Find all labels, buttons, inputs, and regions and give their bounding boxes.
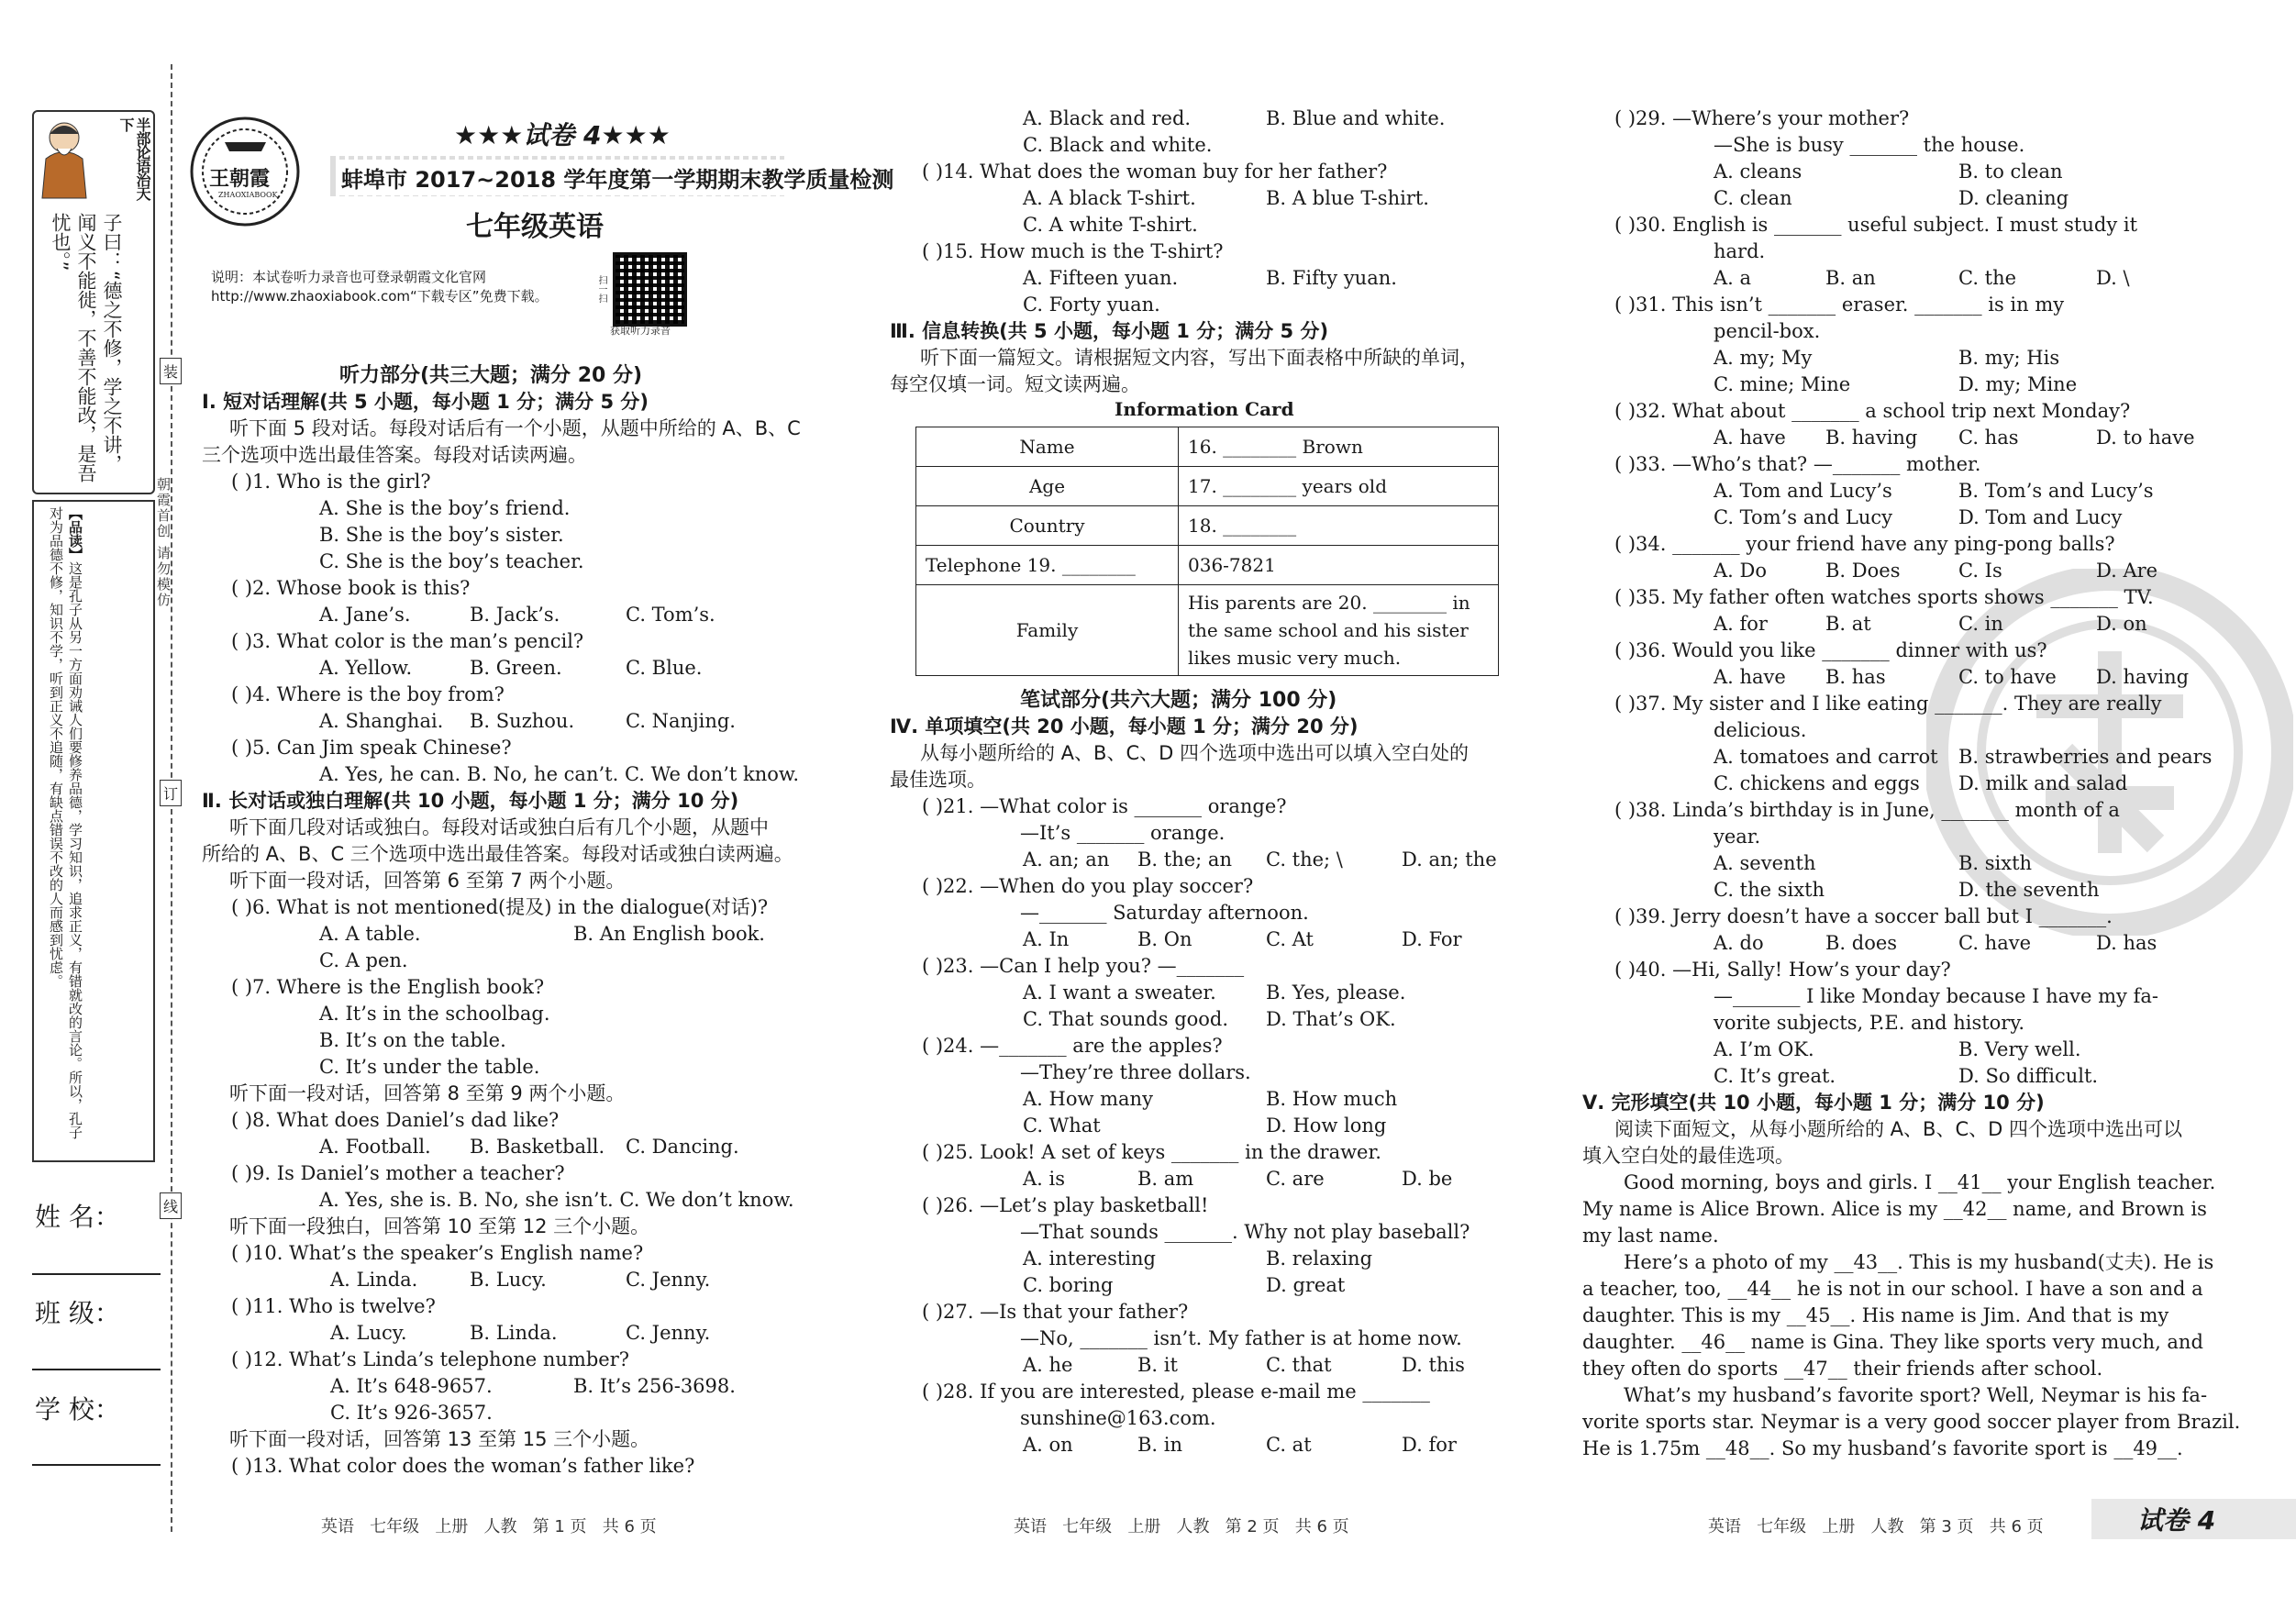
option: C. It’s great.	[1714, 1065, 1836, 1087]
question-29: ( )29. —Where’s your mother?	[1614, 107, 1910, 129]
option: D. having	[2096, 666, 2190, 688]
option: A. It’s in the schoolbag.	[319, 1003, 550, 1025]
option: B. On	[1137, 928, 1192, 950]
card-value: 18. ________	[1179, 506, 1499, 546]
name-field[interactable]	[32, 1273, 161, 1275]
section-4-desc: 从每小题所给的 A、B、C、D 四个选项中选出可以填入空白处的	[920, 742, 1469, 764]
option: A. Shanghai.	[319, 710, 444, 732]
option: D. Are	[2096, 560, 2158, 582]
option: C. Tom’s.	[626, 604, 715, 626]
option: D. an; the	[1402, 848, 1497, 871]
question-30: ( )30. English is _______ useful subject. I must study it	[1614, 214, 2138, 236]
option: D. the seventh	[1958, 879, 2100, 901]
section-1-title: Ⅰ. 短对话理解(共 5 小题，每小题 1 分；满分 5 分)	[202, 391, 649, 413]
option: A. tomatoes and carrot	[1714, 746, 1938, 768]
question-38-line2: year.	[1714, 826, 1761, 848]
option: B. Linda.	[470, 1322, 558, 1344]
listening-note: 听下面一段对话，回答第 13 至第 15 三个小题。	[229, 1428, 650, 1450]
option: C. have	[1958, 932, 2032, 954]
passage-line: vorite sports star. Neymar is a very good soccer player from Brazil.	[1582, 1411, 2241, 1433]
question-28-line2: sunshine@163.com.	[1020, 1407, 1216, 1429]
question-29-line2: —She is busy _______ the house.	[1714, 134, 2025, 156]
section-1-desc: 三个选项中选出最佳答案。每段对话读两遍。	[202, 444, 587, 466]
question-39: ( )39. Jerry doesn’t have a soccer ball but I _______.	[1614, 905, 2113, 927]
cut-mark: 订	[160, 780, 182, 806]
question-10: ( )10. What’s the speaker’s English name?	[231, 1242, 644, 1264]
option: B. Suzhou.	[470, 710, 575, 732]
option: C. to have	[1958, 666, 2057, 688]
question-28: ( )28. If you are interested, please e-mail me _______	[922, 1381, 1430, 1403]
listening-note: 听下面一段对话，回答第 8 至第 9 两个小题。	[229, 1082, 626, 1104]
qr-side-label: 扫一扫	[596, 275, 606, 303]
question-22: ( )22. —When do you play soccer?	[922, 875, 1254, 897]
question-33: ( )33. —Who’s that? —_______ mother.	[1614, 453, 1981, 475]
section-3-desc: 每空仅填一词。短文读两遍。	[890, 373, 1140, 395]
section-5-desc: 阅读下面短文，从每小题所给的 A、B、C、D 四个选项中选出可以	[1614, 1118, 2182, 1140]
card-key: Name	[916, 427, 1179, 467]
school-field[interactable]	[32, 1464, 161, 1466]
cut-mark: 装	[160, 358, 182, 384]
commentary	[46, 506, 84, 1148]
question-6: ( )6. What is not mentioned(提及) in the dialogue(对话)?	[231, 896, 769, 918]
option: B. in	[1137, 1434, 1183, 1456]
option: B. at	[1825, 613, 1871, 635]
option: C. Jenny.	[626, 1322, 711, 1344]
question-26-line2: —That sounds _______. Why not play baseball?	[1020, 1221, 1470, 1243]
option: B. Does	[1825, 560, 1901, 582]
option: D. milk and salad	[1958, 772, 2128, 794]
table-row	[916, 467, 1499, 506]
section-2-title: Ⅱ. 长对话或独白理解(共 10 小题，每小题 1 分；满分 10 分)	[202, 790, 739, 812]
option: C. A pen.	[319, 949, 408, 971]
option: C. in	[1958, 613, 2003, 635]
question-25: ( )25. Look! A set of keys _______ in the drawer.	[922, 1141, 1381, 1163]
option: C. Tom’s and Lucy	[1714, 506, 1892, 528]
question-27: ( )27. —Is that your father?	[922, 1301, 1189, 1323]
option: D. How long	[1266, 1115, 1387, 1137]
question-7: ( )7. Where is the English book?	[231, 976, 545, 998]
option: D. So difficult.	[1958, 1065, 2099, 1087]
page-footer-3: 英语 七年级 上册 人教 第 3 页 共 6 页	[1708, 1517, 2044, 1536]
card-key: Family	[916, 585, 1179, 676]
option: C. Blue.	[626, 657, 703, 679]
option: B. relaxing	[1266, 1248, 1373, 1270]
option: B. Blue and white.	[1266, 107, 1446, 129]
card-title: Information Card	[1115, 398, 1294, 420]
option: A. It’s 648-9657.	[330, 1375, 493, 1397]
option: A. is	[1023, 1168, 1066, 1190]
option: C. clean	[1714, 187, 1792, 209]
option: C. At	[1266, 928, 1314, 950]
option: A. have	[1714, 427, 1786, 449]
option: A. cleans	[1714, 161, 1802, 183]
option: A. on	[1023, 1434, 1073, 1456]
listening-title: 听力部分(共三大题；满分 20 分)	[339, 364, 643, 387]
motto-title: 半部论语治天下	[117, 117, 151, 200]
name-label: 姓 名：	[35, 1202, 120, 1232]
question-31-line2: pencil-box.	[1714, 320, 1821, 342]
option: B. Green.	[470, 657, 562, 679]
option: A. I want a sweater.	[1023, 981, 1216, 1004]
option: A. Yes, she is. B. No, she isn’t. C. We don’t know.	[319, 1189, 794, 1211]
option: D. has	[2096, 932, 2157, 954]
information-card	[915, 427, 1499, 676]
footer-brand: 试卷 4	[2137, 1505, 2216, 1536]
section-3-desc: 听下面一篇短文。请根据短文内容，写出下面表格中所缺的单词，	[920, 347, 1479, 369]
passage-line: a teacher, too, __44__ he is not in our school. I have a son and a	[1582, 1278, 2203, 1300]
passage-line: daughter. __46__ name is Gina. They like sports very much, and	[1582, 1331, 2203, 1353]
option: A. for	[1714, 613, 1768, 635]
passage-line: Here’s a photo of my __43__. This is my husband(丈夫). He is	[1624, 1251, 2214, 1273]
listening-note: 听下面一段独白，回答第 10 至第 12 三个小题。	[229, 1215, 650, 1237]
question-21: ( )21. —What color is _______ orange?	[922, 795, 1287, 817]
option: A. he	[1023, 1354, 1073, 1376]
table-row	[916, 427, 1499, 467]
question-34: ( )34. _______ your friend have any ping-pong balls?	[1614, 533, 2115, 555]
option: C. the; \	[1266, 848, 1343, 871]
option: C. chickens and eggs	[1714, 772, 1920, 794]
option: C. She is the boy’s teacher.	[319, 550, 584, 572]
question-26: ( )26. —Let’s play basketball!	[922, 1194, 1209, 1216]
option: A. Linda.	[330, 1269, 418, 1291]
option: B. an	[1825, 267, 1876, 289]
class-field[interactable]	[32, 1369, 161, 1370]
option: B. Jack’s.	[470, 604, 560, 626]
option: C. It’s under the table.	[319, 1056, 540, 1078]
option: B. Tom’s and Lucy’s	[1958, 480, 2154, 502]
question-30-line2: hard.	[1714, 240, 1766, 262]
option: C. A white T-shirt.	[1023, 214, 1198, 236]
option: D. \	[2096, 267, 2130, 289]
writing-title: 笔试部分(共六大题；满分 100 分)	[1020, 689, 1337, 712]
option: B. Yes, please.	[1266, 981, 1406, 1004]
section-2-desc: 所给的 A、B、C 三个选项中选出最佳答案。每段对话或独白读两遍。	[202, 843, 793, 865]
card-value: 16. ________ Brown	[1179, 427, 1499, 467]
commentary-label: 【品读】	[67, 506, 83, 561]
table-row	[916, 546, 1499, 585]
card-value: 17. ________ years old	[1179, 467, 1499, 506]
passage-line: What’s my husband’s favorite sport? Well, Neymar is his fa-	[1624, 1384, 2208, 1406]
option: B. sixth	[1958, 852, 2033, 874]
option: A. my; My	[1714, 347, 1813, 369]
option: D. my; Mine	[1958, 373, 2078, 395]
option: C. Forty yuan.	[1023, 294, 1160, 316]
option: B. How much	[1266, 1088, 1398, 1110]
question-38: ( )38. Linda’s birthday is in June, _______ month of a	[1614, 799, 2120, 821]
logo-text: 王朝霞	[209, 168, 271, 191]
option: C. Black and white.	[1023, 134, 1213, 156]
option: D. Tom and Lucy	[1958, 506, 2123, 528]
option: C. Nanjing.	[626, 710, 736, 732]
option: C. What	[1023, 1115, 1101, 1137]
option: A. A black T-shirt.	[1023, 187, 1196, 209]
option: B. does	[1825, 932, 1898, 954]
commentary-text: 这是孔子从另一方面劝诫人们要修养品德，学习知识，追求正义，有错就改的言论。所以，孔子对为品德不修，知识不学，听到正义不追随，有缺点错误不改的人而感到忧虑。	[48, 506, 83, 1139]
question-32: ( )32. What about _______ a school trip next Monday?	[1614, 400, 2131, 422]
option: C. are	[1266, 1168, 1325, 1190]
option: A. I’m OK.	[1714, 1038, 1814, 1060]
passage-line: Good morning, boys and girls. I __41__ your English teacher.	[1624, 1171, 2216, 1193]
option: A. seventh	[1714, 852, 1816, 874]
option: A. Yellow.	[319, 657, 413, 679]
card-key: Country	[916, 506, 1179, 546]
card-value: 036-7821	[1179, 546, 1499, 585]
option: D. for	[1402, 1434, 1457, 1456]
page-footer-1: 英语 七年级 上册 人教 第 1 页 共 6 页	[321, 1517, 657, 1536]
passage-line: He is 1.75m __48__. So my husband’s favorite sport is __49__.	[1582, 1437, 2183, 1459]
option: A. How many	[1023, 1088, 1153, 1110]
question-35: ( )35. My father often watches sports shows _______ TV.	[1614, 586, 2154, 608]
cut-mark: 线	[160, 1192, 182, 1219]
question-23: ( )23. —Can I help you? —_______	[922, 955, 1245, 977]
option: A. a	[1714, 267, 1752, 289]
table-row	[916, 585, 1499, 676]
question-24-line2: —They’re three dollars.	[1020, 1061, 1251, 1083]
option: B. it	[1137, 1354, 1178, 1376]
school-label: 学 校：	[35, 1394, 120, 1425]
option: D. be	[1402, 1168, 1453, 1190]
option: D. great	[1266, 1274, 1346, 1296]
option: A. Football.	[319, 1136, 431, 1158]
question-15: ( )15. How much is the T-shirt?	[922, 240, 1224, 262]
question-40-line3: vorite subjects, P.E. and history.	[1714, 1012, 2025, 1034]
option: B. It’s on the table.	[319, 1029, 506, 1051]
question-1: ( )1. Who is the girl?	[231, 471, 431, 493]
question-36: ( )36. Would you like _______ dinner with us?	[1614, 639, 2047, 661]
question-22-line2: —_______ Saturday afternoon.	[1020, 902, 1309, 924]
option: A. Do	[1714, 560, 1767, 582]
question-37-line2: delicious.	[1714, 719, 1807, 741]
section-5-desc: 填入空白处的最佳选项。	[1582, 1145, 1794, 1167]
option: A. interesting	[1023, 1248, 1156, 1270]
passage-line: daughter. This is my __45__. His name is Jim. And that is my	[1582, 1304, 2169, 1326]
question-11: ( )11. Who is twelve?	[231, 1295, 436, 1317]
card-key: Age	[916, 467, 1179, 506]
option: C. at	[1266, 1434, 1312, 1456]
section-1-desc: 听下面 5 段对话。每段对话后有一个小题，从题中所给的 A、B、C	[229, 417, 801, 439]
card-value: His parents are 20. ________ in the same school and his sister likes music very much.	[1179, 585, 1499, 676]
question-8: ( )8. What does Daniel’s dad like?	[231, 1109, 560, 1131]
option: B. Very well.	[1958, 1038, 2081, 1060]
option: B. strawberries and pears	[1958, 746, 2213, 768]
option: D. to have	[2096, 427, 2195, 449]
option: A. Tom and Lucy’s	[1714, 480, 1892, 502]
section-3-title: Ⅲ. 信息转换(共 5 小题，每小题 1 分；满分 5 分)	[890, 320, 1329, 342]
option: C. Dancing.	[626, 1136, 739, 1158]
question-14: ( )14. What does the woman buy for her father?	[922, 161, 1388, 183]
class-label: 班 级：	[35, 1298, 120, 1328]
option: A. Yes, he can. B. No, he can’t. C. We don’t know.	[319, 763, 800, 785]
option: C. that	[1266, 1354, 1332, 1376]
option: C. the sixth	[1714, 879, 1825, 901]
option: D. this	[1402, 1354, 1465, 1376]
option: A. A table.	[319, 923, 421, 945]
option: D. cleaning	[1958, 187, 2069, 209]
subject-title: 七年级英语	[466, 211, 604, 243]
section-5-title: Ⅴ. 完形填空(共 10 小题，每小题 1 分；满分 10 分)	[1582, 1092, 2045, 1114]
option: B. to clean	[1958, 161, 2063, 183]
option: C. Jenny.	[626, 1269, 711, 1291]
option: A. She is the boy’s friend.	[319, 497, 571, 519]
logo-sub: ZHAOXIABOOK	[218, 191, 278, 199]
option: C. has	[1958, 427, 2019, 449]
question-31: ( )31. This isn’t _______ eraser. _______ is in my	[1614, 294, 2065, 316]
question-12: ( )12. What’s Linda’s telephone number?	[231, 1348, 629, 1370]
option: A. have	[1714, 666, 1786, 688]
option: C. the	[1958, 267, 2017, 289]
option: B. my; His	[1958, 347, 2060, 369]
question-4: ( )4. Where is the boy from?	[231, 683, 505, 705]
section-2-desc: 听下面一段对话，回答第 6 至第 7 两个小题。	[229, 870, 626, 892]
side-note: 朝霞首创 请勿模仿	[155, 477, 172, 608]
option: C. Is	[1958, 560, 2002, 582]
question-40-line2: —_______ I like Monday because I have my fa-	[1714, 985, 2158, 1007]
question-37: ( )37. My sister and I like eating _______. They are really	[1614, 693, 2162, 715]
table-row	[916, 506, 1499, 546]
download-note: 说明：本试卷听力录音也可登录朝霞文化官网 http://www.zhaoxiabook.com“下载专区”免费下载。	[211, 269, 549, 305]
page-footer-2: 英语 七年级 上册 人教 第 2 页 共 6 页	[1014, 1517, 1349, 1536]
option: B. It’s 256-3698.	[573, 1375, 736, 1397]
section-4-title: Ⅳ. 单项填空(共 20 小题，每小题 1 分；满分 20 分)	[890, 715, 1359, 738]
question-24: ( )24. —_______ are the apples?	[922, 1035, 1223, 1057]
qr-code[interactable]	[613, 252, 687, 327]
option: B. the; an	[1137, 848, 1232, 871]
option: D. That’s OK.	[1266, 1008, 1396, 1030]
option: A. Jane’s.	[319, 604, 411, 626]
exam-title: 蚌埠市 2017~2018 学年度第一学期期末教学质量检测	[338, 160, 897, 195]
option: C. That sounds good.	[1023, 1008, 1229, 1030]
question-5: ( )5. Can Jim speak Chinese?	[231, 737, 512, 759]
option: B. Fifty yuan.	[1266, 267, 1397, 289]
passage-line: my last name.	[1582, 1225, 1719, 1247]
exam-label: ★★★试卷 4★★★	[454, 120, 671, 150]
option: B. An English book.	[573, 923, 765, 945]
question-9: ( )9. Is Daniel’s mother a teacher?	[231, 1162, 565, 1184]
qr-caption: 获取听力录音	[610, 325, 671, 337]
question-40: ( )40. —Hi, Sally! How’s your day?	[1614, 959, 1951, 981]
option: A. Black and red.	[1023, 107, 1192, 129]
option: A. Fifteen yuan.	[1023, 267, 1179, 289]
option: A. an; an	[1023, 848, 1110, 871]
option: C. It’s 926-3657.	[330, 1402, 493, 1424]
option: B. A blue T-shirt.	[1266, 187, 1429, 209]
option: A. do	[1714, 932, 1764, 954]
option: A. Lucy.	[330, 1322, 407, 1344]
option: D. For	[1402, 928, 1462, 950]
question-3: ( )3. What color is the man’s pencil?	[231, 630, 584, 652]
motto-quote: 子曰：“德之不修，学之不讲，闻义不能徙，不善不能改，是吾忧也。”	[50, 213, 123, 482]
card-key: Telephone 19. ________	[916, 546, 1179, 585]
option: C. mine; Mine	[1714, 373, 1851, 395]
option: B. having	[1825, 427, 1918, 449]
question-21-line2: —It’s _______ orange.	[1020, 822, 1226, 844]
passage-line: My name is Alice Brown. Alice is my __42__ name, and Brown is	[1582, 1198, 2207, 1220]
question-2: ( )2. Whose book is this?	[231, 577, 471, 599]
option: B. Basketball.	[470, 1136, 605, 1158]
section-4-desc: 最佳选项。	[890, 769, 986, 791]
option: B. am	[1137, 1168, 1194, 1190]
option: B. has	[1825, 666, 1886, 688]
question-27-line2: —No, _______ isn’t. My father is at home now.	[1020, 1327, 1462, 1349]
option: C. boring	[1023, 1274, 1114, 1296]
section-2-desc: 听下面几段对话或独白。每段对话或独白后有几个小题，从题中	[229, 816, 769, 838]
sage-illustration	[37, 117, 92, 200]
option: A. In	[1023, 928, 1070, 950]
option: B. Lucy.	[470, 1269, 547, 1291]
question-13: ( )13. What color does the woman’s father like?	[231, 1455, 695, 1477]
option: D. on	[2096, 613, 2147, 635]
option: B. She is the boy’s sister.	[319, 524, 564, 546]
passage-line: they often do sports __47__ their friends after school.	[1582, 1358, 2103, 1380]
